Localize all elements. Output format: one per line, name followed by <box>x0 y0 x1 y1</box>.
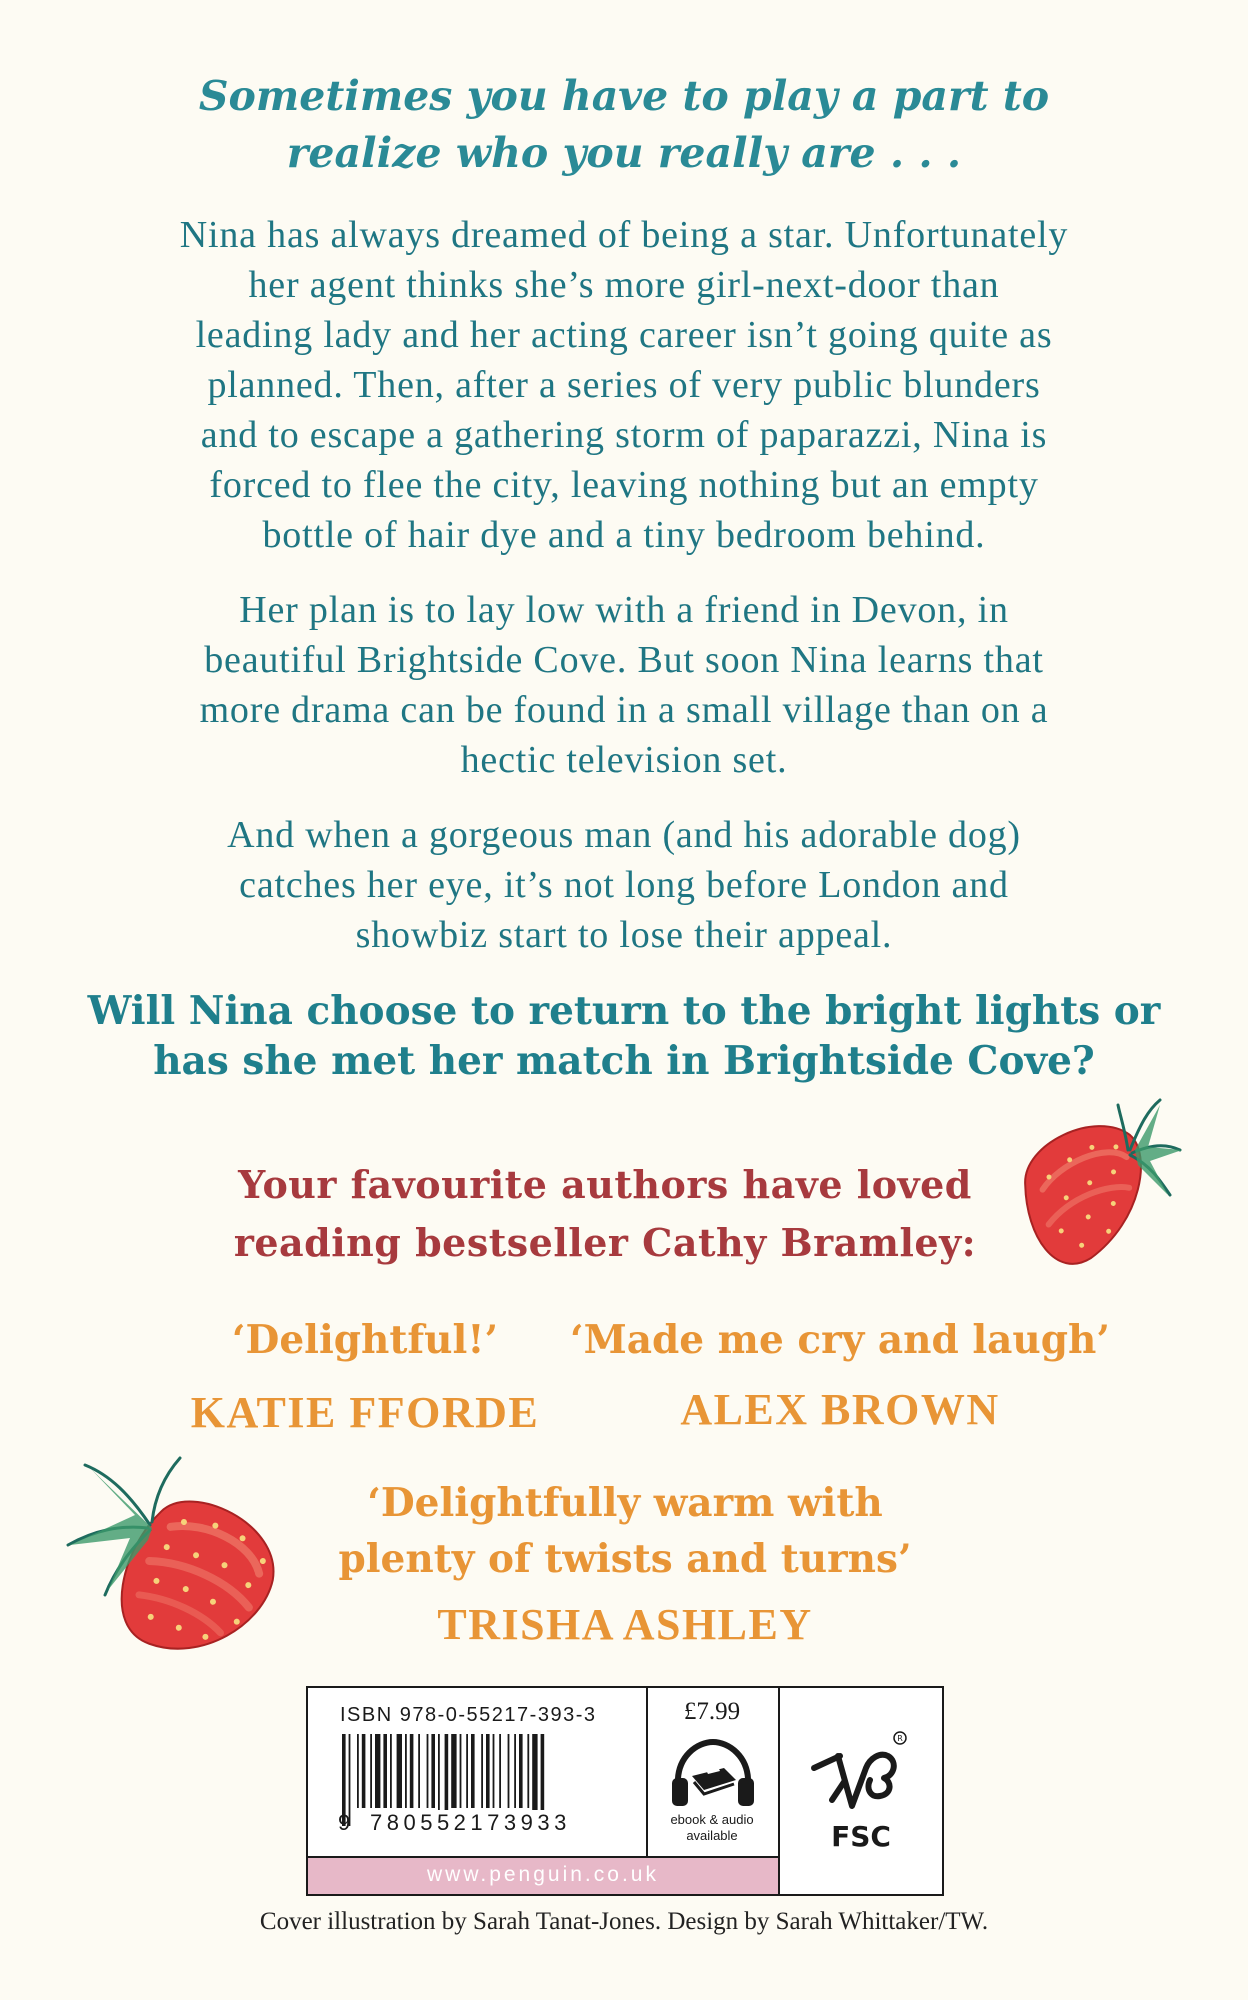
blurb-line: her agent thinks she’s more girl-next-door than <box>248 264 1000 306</box>
question-line: Will Nina choose to return to the bright lights or <box>87 988 1161 1034</box>
tagline-line: realize who you really are . . . <box>286 129 962 177</box>
ebook-label-line: ebook & audio <box>670 1812 754 1827</box>
tagline-line: Sometimes you have to play a part to <box>198 72 1050 120</box>
blurb-paragraph <box>100 585 1148 785</box>
praise-intro-line: reading bestseller Cathy Bramley: <box>233 1220 977 1265</box>
barcode-bar <box>460 1734 462 1808</box>
cover-credits: Cover illustration by Sarah Tanat-Jones. Design by Sarah Whittaker/TW. <box>259 1908 989 1935</box>
blurb-line: Nina has always dreamed of being a star. Unfortunately <box>179 214 1069 256</box>
price: £7.99 <box>683 1698 741 1725</box>
blurb-line: beautiful Brightside Cove. But soon Nina learns that <box>204 639 1044 681</box>
review-author: TRISHA ASHLEY <box>437 1600 813 1649</box>
barcode-bar <box>410 1734 414 1808</box>
barcode-bar <box>527 1734 529 1808</box>
blurb-line: catches her eye, it’s not long before London and <box>239 864 1009 906</box>
barcode-bar <box>466 1734 468 1808</box>
barcode-bar <box>418 1734 420 1808</box>
barcode-bar <box>514 1734 516 1808</box>
review-author: ALEX BROWN <box>680 1385 1000 1434</box>
ebook-label <box>648 1812 776 1844</box>
blurb-paragraph <box>100 210 1148 560</box>
barcode-bar <box>493 1734 495 1808</box>
blurb-line: forced to flee the city, leaving nothing but an empty <box>209 464 1039 506</box>
fsc-cell <box>780 1688 942 1894</box>
barcode-bar <box>370 1734 372 1808</box>
price-cell <box>648 1688 780 1856</box>
blurb-line: hectic television set. <box>460 739 788 781</box>
svg-text:R: R <box>897 1734 903 1743</box>
fsc-tree-icon <box>810 1728 910 1818</box>
publisher-url[interactable]: www.penguin.co.uk <box>308 1856 780 1894</box>
barcode-bar <box>431 1734 435 1808</box>
fsc-label: FSC <box>831 1820 891 1853</box>
closing-question <box>60 986 1188 1086</box>
barcode-bar <box>519 1734 523 1808</box>
barcode-digits: 780552173933 <box>370 1810 571 1835</box>
barcode-bar <box>390 1734 392 1808</box>
barcode-bar <box>451 1734 456 1808</box>
praise-intro-line: Your favourite authors have loved <box>238 1162 972 1207</box>
barcode-bar <box>375 1734 380 1808</box>
blurb-line: planned. Then, after a series of very public blunders <box>207 364 1041 406</box>
review-quote: ‘Made me cry and laugh’ <box>570 1317 1110 1363</box>
review-quote-line: ‘Delightfully warm with <box>367 1480 883 1526</box>
barcode-bar <box>508 1734 510 1808</box>
blurb-line: Her plan is to lay low with a friend in Devon, in <box>239 589 1009 631</box>
ebook-audio-icon <box>668 1738 758 1810</box>
blurb-paragraph <box>100 810 1148 960</box>
barcode-bar <box>499 1734 501 1808</box>
barcode-first-digit: 9 <box>338 1810 351 1835</box>
ebook-label-line: available <box>686 1828 738 1843</box>
strawberry-icon <box>1010 1095 1190 1265</box>
review-quote <box>300 1478 950 1584</box>
barcode-bar <box>427 1734 429 1808</box>
barcode-bar <box>383 1734 387 1808</box>
blurb-line: bottle of hair dye and a tiny bedroom behind. <box>262 514 986 556</box>
blurb-line: and to escape a gathering storm of paparazzi, Nina is <box>200 414 1048 456</box>
isbn-cell <box>308 1688 648 1856</box>
barcode-bar <box>486 1734 490 1808</box>
review-author: KATIE FFORDE <box>190 1388 540 1437</box>
review-quote-line: plenty of twists and turns’ <box>338 1536 912 1582</box>
blurb-line: leading lady and her acting career isn’t going quite as <box>195 314 1053 356</box>
barcode-bar <box>362 1734 366 1808</box>
question-line: has she met her match in Brightside Cove? <box>153 1038 1095 1084</box>
isbn-label: ISBN 978-0-55217-393-3 <box>340 1704 597 1726</box>
strawberry-icon <box>60 1450 290 1670</box>
blurb-line: more drama can be found in a small village than on a <box>199 689 1049 731</box>
blurb-line: showbiz start to lose their appeal. <box>355 914 893 956</box>
review-quote: ‘Delightful!’ <box>231 1317 499 1363</box>
barcode-bar <box>471 1734 475 1808</box>
praise-intro <box>230 1156 980 1272</box>
barcode-bar <box>357 1734 359 1808</box>
tagline <box>0 68 1248 182</box>
barcode-bar <box>481 1734 483 1808</box>
blurb-line: And when a gorgeous man (and his adorable dog) <box>227 814 1021 856</box>
barcode-panel <box>306 1686 944 1896</box>
barcode-bar <box>405 1734 407 1808</box>
barcode-bar <box>397 1734 402 1808</box>
